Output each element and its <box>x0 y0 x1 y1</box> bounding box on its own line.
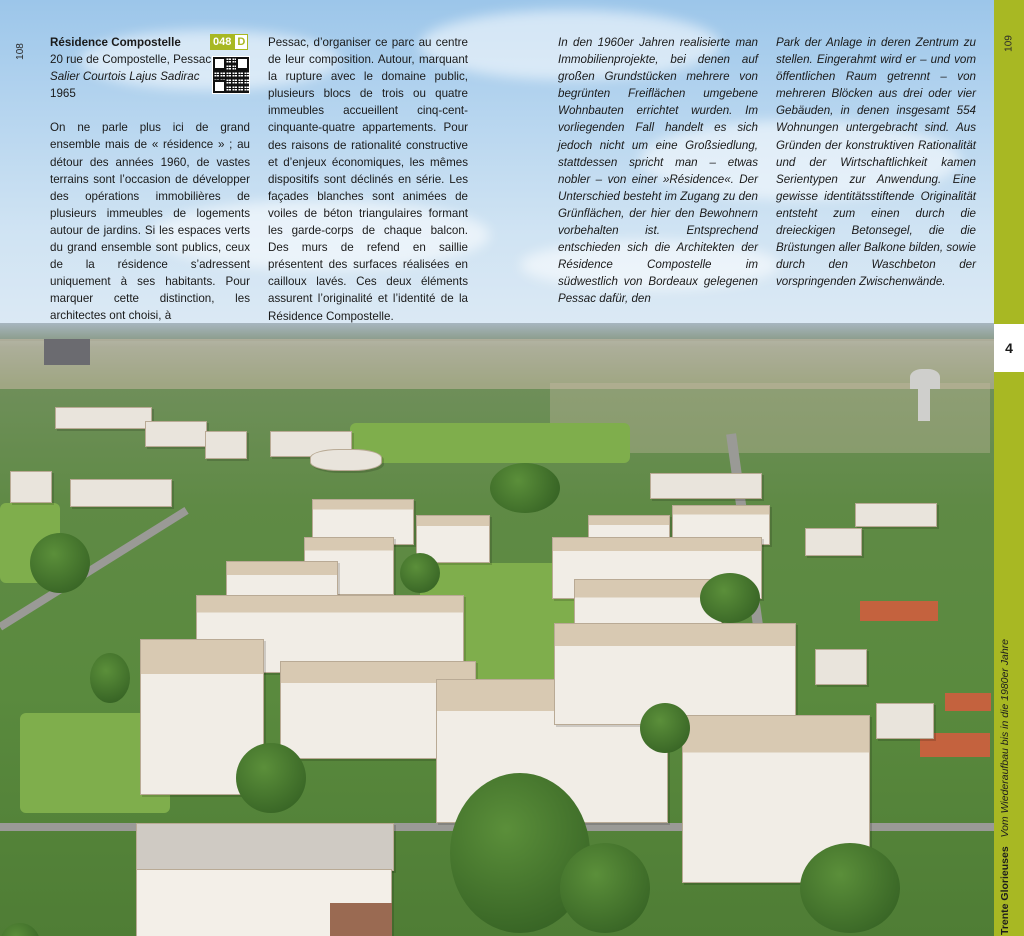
entry-year: 1965 <box>50 87 76 101</box>
chapter-number: 4 <box>994 324 1024 372</box>
french-text-col1: On ne parle plus ici de grand ensemble mais de « résidence » ; au détour des années 1960, de vastes terrains sont l’occasion de développer des opérations immobilières de plusieurs immeubles de logements autour de jardins. Si les espaces verts du grand ensemble sont publics, ceux de la résidence s’adressent uniquement à ses habitants. Pour marquer cette distinction, les architectes ont choisi, à <box>50 121 250 323</box>
running-header <box>999 565 1019 935</box>
qr-code-icon[interactable] <box>212 56 250 94</box>
german-column-1 <box>558 34 758 308</box>
entry-address: 20 rue de Compostelle, Pessac <box>50 53 212 67</box>
german-column-2 <box>776 34 976 290</box>
french-text-col2: Pessac, d’organiser ce parc au centre de leur composition. Autour, marquant la rupture avec le domaine public, plusieurs blocs de trois ou quatre immeubles accueillent cinq-cent-cinquante-quatre appartements. Pour des raisons de rationalité constructive et d’enjeux économiques, les mêmes dispositifs sont déclinés en série. Les façades blanches sont animées de voiles de béton triangulaires formant les garde-corps de chaque balcon. Des murs de refend en saillie présentent des surfaces réalisées en cailloux lavés. Ces deux éléments assurent l’originalité et l’identité de la Résidence Compostelle. <box>268 36 468 323</box>
left-page-number: 108 <box>14 43 26 60</box>
entry-architects: Salier Courtois Lajus Sadirac <box>50 70 200 84</box>
running-subtitle: Vom Wiederaufbau bis in die 1980er Jahre <box>999 638 1011 838</box>
german-text-col3: In den 1960er Jahren realisierte man Immobilienprojekte, bei denen auf großen Grundstücken mehrere von begrünten Freiflächen umgebene Wohnbauten errichtet wurden. Im vorliegenden Fall handelt es sich jedoch nicht um eine Großsiedlung, stattdessen spricht man – etwas nobler – von einer »Résidence«. Der Unterschied besteht im Zugang zu den Grünflächen, der hier den Bewohnern vorbehalten ist. Entsprechend entschieden sich die Architekten der Résidence Compostelle im südwestlich von Bordeaux gelegenen Pessac dafür, den <box>558 36 758 306</box>
german-text-col4: Park der Anlage in deren Zentrum zu stellen. Eingerahmt wird er – und vom öffentlichen Raum getrennt – von mehreren Blöcken aus drei oder vier Gebäuden, in denen insgesamt 554 Wohnungen untergebracht sind. Aus Gründen der konstruktiven Rationalität und der Wirtschaftlichkeit kamen Serientypen zur Anwendung. Eine gewisse identitätsstiftende Originalität entsteht zum einen durch die dreieckigen Betonsegel, die die Brüstungen aller Balkone bilden, sowie durch den Waschbeton der vorspringenden Zwischenwände. <box>776 36 976 289</box>
right-page-number: 109 <box>1003 35 1015 52</box>
entry-title: Résidence Compostelle <box>50 36 181 49</box>
running-title: Trente Glorieuses <box>999 846 1011 935</box>
chapter-sidebar <box>994 0 1024 936</box>
badge-number: 048 <box>210 34 234 50</box>
aerial-photo <box>0 323 994 936</box>
badge-letter: D <box>234 34 248 50</box>
entry-badge <box>210 34 248 50</box>
french-column-2 <box>268 34 468 325</box>
